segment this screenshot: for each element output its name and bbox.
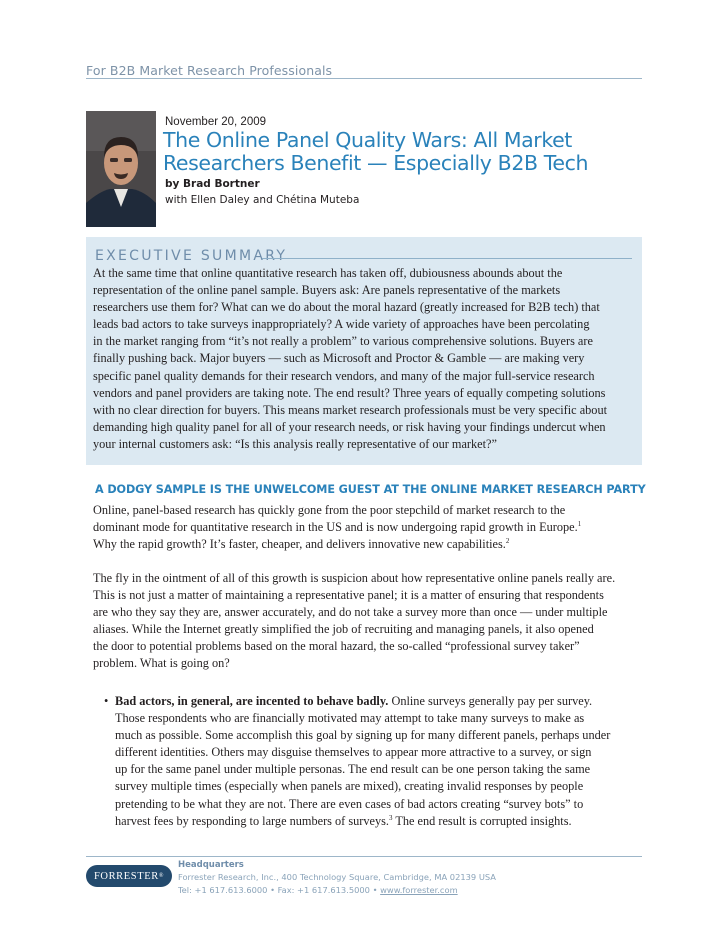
bullet-line: up for the same panel under multiple personas. The end result can be one person taking the same: [115, 762, 591, 777]
footnote-ref-1[interactable]: 1: [577, 520, 582, 528]
executive-summary-heading: EXECUTIVE SUMMARY: [95, 248, 288, 264]
summary-line: finally pushing back. Major buyers — such as Microsoft and Proctor & Gamble — are making very: [93, 351, 585, 366]
executive-summary-rule: [262, 258, 632, 259]
bullet-marker: •: [104, 694, 109, 708]
bullet-line: [115, 693, 643, 710]
publish-date: November 20, 2009: [165, 116, 267, 128]
bullet-text: [115, 693, 643, 830]
summary-line: researchers use them for? What can we do about the moral hazard (greatly increased for B2B tech) that: [93, 300, 600, 315]
tel-fax: Tel: +1 617.613.6000 • Fax: +1 617.613.5000 •: [178, 885, 381, 895]
logo-text: FORRESTER: [93, 870, 159, 882]
series-label: For B2B Market Research Professionals: [86, 63, 333, 78]
bullet-line: [115, 813, 643, 830]
paragraph-line: [93, 519, 643, 536]
footnote-ref-2[interactable]: 2: [505, 537, 510, 546]
summary-line: with no clear direction for buyers. This means market research professionals must be very specific about: [93, 402, 608, 417]
forrester-logo: [86, 865, 172, 887]
bullet-text-part: harvest fees by responding to large numbers of surveys.: [115, 813, 389, 828]
title-line-2: Researchers Benefit — Especially B2B Tech: [163, 151, 589, 175]
paragraph-line: the door to potential problems based on the moral hazard, the so-called “professional survey taker”: [93, 639, 580, 654]
summary-line: in the market ranging from “it’s not really a problem” to various comprehensive solutions. Buyers are: [93, 334, 593, 349]
bullet-lead: Bad actors, in general, are incented to behave badly.: [115, 694, 389, 708]
bullet-lead-rest: Online surveys generally pay per survey.: [388, 694, 593, 708]
bullet-line: different identities. Others may disguise themselves to appear more attractive to a survey, or sign: [115, 745, 592, 760]
summary-line: your internal customers ask: “Is this analysis really representative of our market?”: [93, 436, 497, 451]
contact-line: [178, 885, 458, 895]
bullet-line: survey multiple times (especially when panels are mixed), creating invalid responses by people: [115, 779, 584, 794]
summary-line: specific panel quality demands for their research vendors, and many of the major full-service research: [93, 368, 595, 383]
summary-line: leads bad actors to take surveys inappropriately? A wide variety of approaches have been percolating: [93, 317, 590, 332]
bullet-line: Those respondents who are financially motivated may attempt to take many surveys to make as: [115, 711, 585, 726]
summary-line: demanding high quality panel for all of your research needs, or risk having your findings undercut when: [93, 419, 606, 434]
headquarters-label: Headquarters: [178, 860, 244, 870]
paragraph-1: [93, 502, 643, 553]
footnote-ref-3[interactable]: 3: [389, 813, 393, 822]
paragraph-line: [93, 536, 643, 553]
paragraph-line: This is not just a matter of maintaining a representative panel; it is a matter of ensuring that respondents: [93, 588, 604, 603]
paragraph-line: are who they say they are, answer accurately, and do not take a survey more than once — under multiple: [93, 605, 608, 620]
paragraph-2: [93, 570, 643, 673]
coauthors: with Ellen Daley and Chétina Muteba: [165, 194, 360, 206]
bullet-text-part: The end result is corrupted insights.: [392, 813, 572, 828]
section-heading: A DODGY SAMPLE IS THE UNWELCOME GUEST AT THE ONLINE MARKET RESEARCH PARTY: [95, 483, 646, 496]
header-divider: [86, 78, 642, 79]
summary-line: At the same time that online quantitative research has taken off, dubiousness abounds about the: [93, 266, 563, 280]
website-link[interactable]: www.forrester.com: [380, 885, 458, 895]
paragraph-line: aliases. While the Internet greatly simplified the job of recruiting and managing panels, it also opened: [93, 622, 594, 637]
paragraph-text: dominant mode for quantitative research in the US and is now undergoing rapid growth in Europe.: [93, 520, 578, 535]
summary-line: representation of the online panel sample. Buyers ask: Are panels representative of the markets: [93, 283, 561, 298]
headquarters-address: Forrester Research, Inc., 400 Technology Square, Cambridge, MA 02139 USA: [178, 872, 496, 882]
summary-line: vendors and panel providers are taking note. The end result? Three years of equally competing solutions: [93, 385, 606, 400]
paragraph-line: The fly in the ointment of all of this growth is suspicion about how representative online panels really are.: [93, 571, 616, 585]
paragraph-line: Online, panel-based research has quickly gone from the poor stepchild of market research to the: [93, 503, 566, 517]
paragraph-text: Why the rapid growth? It’s faster, cheaper, and delivers innovative new capabilities.: [93, 537, 506, 552]
executive-summary-text: [93, 265, 641, 453]
bullet-line: pretending to be what they are not. There are even cases of bad actors creating “survey bots” to: [115, 796, 584, 811]
author-photo: [86, 111, 156, 227]
author-name: by Brad Bortner: [165, 178, 260, 190]
footer-divider: [86, 856, 642, 857]
bullet-line: much as possible. Some accomplish this goal by signing up for many different panels, perhaps under: [115, 728, 611, 743]
paragraph-line: problem. What is going on?: [93, 656, 230, 671]
logo-registered-mark: ®: [158, 873, 165, 879]
document-title: [163, 129, 633, 175]
title-line-1: The Online Panel Quality Wars: All Market: [163, 128, 572, 152]
